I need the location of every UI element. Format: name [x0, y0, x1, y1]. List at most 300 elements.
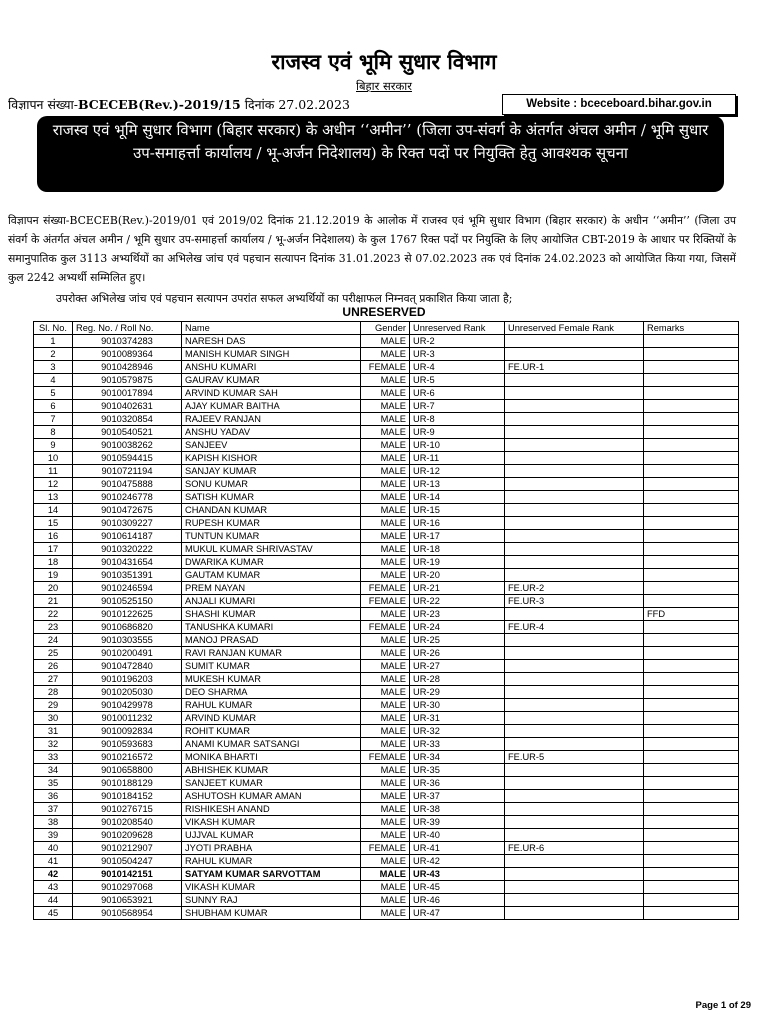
cell-name: VIKASH KUMAR: [182, 881, 361, 894]
cell-name: AJAY KUMAR BAITHA: [182, 400, 361, 413]
cell-gender: FEMALE: [361, 595, 410, 608]
cell-name: SHUBHAM KUMAR: [182, 907, 361, 920]
cell-remarks: [644, 374, 739, 387]
table-row: [34, 504, 739, 517]
cell-gender: MALE: [361, 803, 410, 816]
cell-ur-rank: UR-40: [410, 829, 505, 842]
table-row: [34, 751, 739, 764]
cell-ur-female-rank: [505, 738, 644, 751]
cell-name: MONIKA BHARTI: [182, 751, 361, 764]
cell-sl-no: 38: [34, 816, 73, 829]
cell-ur-rank: UR-27: [410, 660, 505, 673]
cell-ur-rank: UR-28: [410, 673, 505, 686]
cell-gender: MALE: [361, 387, 410, 400]
cell-ur-female-rank: [505, 829, 644, 842]
col-gender: Gender: [361, 322, 410, 335]
cell-sl-no: 9: [34, 439, 73, 452]
cell-sl-no: 23: [34, 621, 73, 634]
adv-number: BCECEB(Rev.)-2019/15: [77, 97, 241, 112]
cell-ur-rank: UR-33: [410, 738, 505, 751]
cell-ur-rank: UR-21: [410, 582, 505, 595]
col-reg-no: Reg. No. / Roll No.: [73, 322, 182, 335]
cell-ur-rank: UR-41: [410, 842, 505, 855]
cell-name: GAURAV KUMAR: [182, 374, 361, 387]
cell-ur-female-rank: [505, 517, 644, 530]
cell-name: SUNNY RAJ: [182, 894, 361, 907]
cell-reg-no: 9010402631: [73, 400, 182, 413]
cell-sl-no: 33: [34, 751, 73, 764]
cell-reg-no: 9010122625: [73, 608, 182, 621]
cell-remarks: [644, 335, 739, 348]
cell-ur-female-rank: [505, 426, 644, 439]
cell-sl-no: 4: [34, 374, 73, 387]
cell-name: RAJEEV RANJAN: [182, 413, 361, 426]
cell-gender: MALE: [361, 712, 410, 725]
cell-ur-rank: UR-22: [410, 595, 505, 608]
table-row: [34, 517, 739, 530]
table-row: [34, 348, 739, 361]
date-label: दिनांक: [244, 97, 275, 112]
cell-reg-no: 9010205030: [73, 686, 182, 699]
table-row: [34, 790, 739, 803]
table-row: [34, 712, 739, 725]
table-row: [34, 816, 739, 829]
cell-ur-rank: UR-37: [410, 790, 505, 803]
table-row: [34, 543, 739, 556]
cell-name: NARESH DAS: [182, 335, 361, 348]
cell-remarks: [644, 426, 739, 439]
cell-sl-no: 37: [34, 803, 73, 816]
cell-reg-no: 9010276715: [73, 803, 182, 816]
cell-remarks: [644, 348, 739, 361]
cell-gender: MALE: [361, 686, 410, 699]
cell-reg-no: 9010017894: [73, 387, 182, 400]
table-row: [34, 452, 739, 465]
cell-ur-female-rank: [505, 608, 644, 621]
cell-reg-no: 9010428946: [73, 361, 182, 374]
notice-paragraph-2: उपरोक्त अभिलेख जांच एवं पहचान सत्यापन उपरांत सफल अभ्यर्थियों का परीक्षाफल निम्नवत् प्रकाशित किया जाता है;: [56, 292, 513, 305]
cell-ur-rank: UR-20: [410, 569, 505, 582]
cell-ur-female-rank: [505, 803, 644, 816]
table-row: [34, 829, 739, 842]
cell-ur-rank: UR-30: [410, 699, 505, 712]
cell-gender: MALE: [361, 673, 410, 686]
table-body: [34, 335, 739, 920]
cell-sl-no: 7: [34, 413, 73, 426]
cell-remarks: [644, 712, 739, 725]
notice-paragraph: विज्ञापन संख्या-BCECEB(Rev.)-2019/01 एवं 2019/02 दिनांक 21.12.2019 के आलोक में राजस्व एवं भूमि सुधार विभाग (बिहार सरकार) के अधीन ‘‘अमीन’’ (जिला उप संवर्ग के अंतर्गत अंचल अमीन / भूमि सुधार उप-समाहर्त्ता कार्यालय / भू-अर्जन निदेशालय) के कुल 1767 रिक्त पदों पर नियुक्ति के लिए आयोजित CBT-2019 के आधार पर रिक्तियों के समानुपातिक कुल 3113 अभ्यर्थियों का अभिलेख जांच एवं पहचान सत्यापन दिनांक 31.01.2023 से 07.02.2023 तक एवं दिनांक 24.02.2023 को आयोजित किया गया, जिसमें कुल 2242 अभ्यर्थी सम्मिलित हुए।: [8, 214, 736, 284]
cell-name: SUMIT KUMAR: [182, 660, 361, 673]
cell-reg-no: 9010721194: [73, 465, 182, 478]
cell-reg-no: 9010525150: [73, 595, 182, 608]
cell-name: ARVIND KUMAR SAH: [182, 387, 361, 400]
cell-ur-rank: UR-17: [410, 530, 505, 543]
results-table: [33, 321, 739, 920]
cell-ur-female-rank: FE.UR-6: [505, 842, 644, 855]
cell-ur-rank: UR-13: [410, 478, 505, 491]
cell-sl-no: 34: [34, 764, 73, 777]
cell-gender: MALE: [361, 816, 410, 829]
cell-reg-no: 9010320854: [73, 413, 182, 426]
cell-remarks: [644, 478, 739, 491]
cell-sl-no: 18: [34, 556, 73, 569]
cell-name: GAUTAM KUMAR: [182, 569, 361, 582]
cell-gender: MALE: [361, 556, 410, 569]
cell-name: SANJAY KUMAR: [182, 465, 361, 478]
cell-sl-no: 1: [34, 335, 73, 348]
cell-remarks: [644, 504, 739, 517]
cell-sl-no: 30: [34, 712, 73, 725]
cell-ur-female-rank: [505, 387, 644, 400]
cell-ur-rank: UR-14: [410, 491, 505, 504]
cell-name: TANUSHKA KUMARI: [182, 621, 361, 634]
cell-sl-no: 44: [34, 894, 73, 907]
cell-ur-female-rank: [505, 400, 644, 413]
table-row: [34, 335, 739, 348]
cell-remarks: [644, 491, 739, 504]
table-row: [34, 673, 739, 686]
col-name: Name: [182, 322, 361, 335]
cell-remarks: [644, 686, 739, 699]
cell-name: RISHIKESH ANAND: [182, 803, 361, 816]
cell-ur-rank: UR-9: [410, 426, 505, 439]
cell-remarks: [644, 816, 739, 829]
table-row: [34, 530, 739, 543]
cell-name: RAHUL KUMAR: [182, 855, 361, 868]
cell-gender: MALE: [361, 439, 410, 452]
cell-remarks: [644, 647, 739, 660]
cell-name: SHASHI KUMAR: [182, 608, 361, 621]
cell-sl-no: 42: [34, 868, 73, 881]
cell-sl-no: 40: [34, 842, 73, 855]
cell-remarks: [644, 465, 739, 478]
cell-ur-rank: UR-45: [410, 881, 505, 894]
cell-name: ANSHU YADAV: [182, 426, 361, 439]
cell-remarks: [644, 556, 739, 569]
cell-reg-no: 9010504247: [73, 855, 182, 868]
cell-sl-no: 36: [34, 790, 73, 803]
cell-ur-female-rank: [505, 413, 644, 426]
page-number: Page 1 of 29: [695, 1000, 751, 1011]
cell-reg-no: 9010431654: [73, 556, 182, 569]
cell-reg-no: 9010568954: [73, 907, 182, 920]
cell-name: RAVI RANJAN KUMAR: [182, 647, 361, 660]
col-ur-rank: Unreserved Rank: [410, 322, 505, 335]
cell-remarks: [644, 634, 739, 647]
table-row: [34, 647, 739, 660]
cell-sl-no: 25: [34, 647, 73, 660]
cell-ur-female-rank: [505, 868, 644, 881]
table-row: [34, 569, 739, 582]
cell-reg-no: 9010686820: [73, 621, 182, 634]
cell-ur-rank: UR-36: [410, 777, 505, 790]
table-row: [34, 595, 739, 608]
cell-ur-rank: UR-43: [410, 868, 505, 881]
cell-reg-no: 9010309227: [73, 517, 182, 530]
cell-remarks: [644, 582, 739, 595]
cell-sl-no: 26: [34, 660, 73, 673]
cell-reg-no: 9010246778: [73, 491, 182, 504]
table-row: [34, 907, 739, 920]
table-row: [34, 881, 739, 894]
table-row: [34, 777, 739, 790]
table-row: [34, 686, 739, 699]
cell-gender: MALE: [361, 335, 410, 348]
cell-ur-female-rank: [505, 881, 644, 894]
cell-sl-no: 14: [34, 504, 73, 517]
cell-gender: MALE: [361, 374, 410, 387]
cell-remarks: [644, 387, 739, 400]
cell-gender: MALE: [361, 907, 410, 920]
cell-gender: MALE: [361, 478, 410, 491]
cell-ur-female-rank: [505, 478, 644, 491]
cell-gender: MALE: [361, 647, 410, 660]
cell-sl-no: 13: [34, 491, 73, 504]
cell-reg-no: 9010351391: [73, 569, 182, 582]
cell-sl-no: 11: [34, 465, 73, 478]
cell-name: SATYAM KUMAR SARVOTTAM: [182, 868, 361, 881]
cell-gender: MALE: [361, 608, 410, 621]
notice-banner: राजस्व एवं भूमि सुधार विभाग (बिहार सरकार) के अधीन ‘‘अमीन’’ (जिला उप-संवर्ग के अंतर्गत अंचल अमीन / भूमि सुधार उप-समाहर्त्ता कार्यालय / भू-अर्जन निदेशालय) के रिक्त पदों पर नियुक्ति हेतु आवश्यक सूचना: [37, 116, 724, 192]
cell-gender: MALE: [361, 348, 410, 361]
cell-name: MANOJ PRASAD: [182, 634, 361, 647]
cell-ur-rank: UR-47: [410, 907, 505, 920]
cell-ur-female-rank: FE.UR-5: [505, 751, 644, 764]
cell-gender: MALE: [361, 400, 410, 413]
cell-ur-female-rank: [505, 894, 644, 907]
cell-remarks: [644, 517, 739, 530]
cell-remarks: [644, 673, 739, 686]
table-row: [34, 660, 739, 673]
cell-remarks: [644, 868, 739, 881]
cell-sl-no: 43: [34, 881, 73, 894]
cell-name: CHANDAN KUMAR: [182, 504, 361, 517]
cell-sl-no: 41: [34, 855, 73, 868]
col-sl-no: Sl. No.: [34, 322, 73, 335]
cell-name: ANSHU KUMARI: [182, 361, 361, 374]
cell-remarks: [644, 413, 739, 426]
cell-reg-no: 9010472840: [73, 660, 182, 673]
cell-reg-no: 9010011232: [73, 712, 182, 725]
cell-reg-no: 9010209628: [73, 829, 182, 842]
cell-ur-female-rank: [505, 374, 644, 387]
cell-reg-no: 9010188129: [73, 777, 182, 790]
cell-ur-rank: UR-10: [410, 439, 505, 452]
cell-sl-no: 39: [34, 829, 73, 842]
cell-reg-no: 9010475888: [73, 478, 182, 491]
cell-ur-female-rank: [505, 348, 644, 361]
cell-ur-female-rank: [505, 673, 644, 686]
cell-ur-rank: UR-35: [410, 764, 505, 777]
cell-ur-rank: UR-11: [410, 452, 505, 465]
cell-gender: MALE: [361, 452, 410, 465]
cell-name: PREM NAYAN: [182, 582, 361, 595]
cell-gender: FEMALE: [361, 582, 410, 595]
cell-reg-no: 9010579875: [73, 374, 182, 387]
cell-ur-female-rank: [505, 686, 644, 699]
cell-ur-female-rank: [505, 452, 644, 465]
cell-gender: MALE: [361, 764, 410, 777]
cell-ur-rank: UR-38: [410, 803, 505, 816]
cell-name: RAHUL KUMAR: [182, 699, 361, 712]
cell-reg-no: 9010374283: [73, 335, 182, 348]
cell-remarks: [644, 621, 739, 634]
table-row: [34, 608, 739, 621]
cell-ur-rank: UR-29: [410, 686, 505, 699]
cell-ur-rank: UR-16: [410, 517, 505, 530]
table-row: [34, 387, 739, 400]
cell-sl-no: 10: [34, 452, 73, 465]
table-row: [34, 439, 739, 452]
cell-reg-no: 9010429978: [73, 699, 182, 712]
cell-remarks: [644, 803, 739, 816]
cell-ur-rank: UR-8: [410, 413, 505, 426]
cell-ur-rank: UR-26: [410, 647, 505, 660]
cell-gender: MALE: [361, 855, 410, 868]
cell-remarks: [644, 881, 739, 894]
cell-ur-female-rank: [505, 634, 644, 647]
cell-gender: MALE: [361, 517, 410, 530]
cell-gender: MALE: [361, 465, 410, 478]
cell-sl-no: 45: [34, 907, 73, 920]
table-row: [34, 374, 739, 387]
cell-ur-rank: UR-24: [410, 621, 505, 634]
cell-sl-no: 24: [34, 634, 73, 647]
cell-reg-no: 9010540521: [73, 426, 182, 439]
cell-remarks: [644, 894, 739, 907]
cell-reg-no: 9010472675: [73, 504, 182, 517]
cell-remarks: [644, 842, 739, 855]
cell-reg-no: 9010212907: [73, 842, 182, 855]
cell-reg-no: 9010196203: [73, 673, 182, 686]
page-subtitle: बिहार सरकार: [356, 79, 412, 93]
cell-ur-rank: UR-23: [410, 608, 505, 621]
cell-ur-female-rank: [505, 439, 644, 452]
cell-gender: MALE: [361, 491, 410, 504]
cell-name: ANJALI KUMARI: [182, 595, 361, 608]
cell-remarks: [644, 725, 739, 738]
cell-ur-female-rank: [505, 712, 644, 725]
cell-remarks: FFD: [644, 608, 739, 621]
cell-ur-rank: UR-5: [410, 374, 505, 387]
cell-remarks: [644, 569, 739, 582]
cell-name: ASHUTOSH KUMAR AMAN: [182, 790, 361, 803]
cell-sl-no: 20: [34, 582, 73, 595]
cell-ur-female-rank: [505, 907, 644, 920]
cell-remarks: [644, 439, 739, 452]
cell-reg-no: 9010089364: [73, 348, 182, 361]
cell-gender: MALE: [361, 829, 410, 842]
cell-ur-rank: UR-46: [410, 894, 505, 907]
cell-name: MUKESH KUMAR: [182, 673, 361, 686]
cell-gender: MALE: [361, 777, 410, 790]
cell-ur-female-rank: [505, 556, 644, 569]
cell-remarks: [644, 907, 739, 920]
cell-gender: MALE: [361, 868, 410, 881]
cell-ur-rank: UR-39: [410, 816, 505, 829]
cell-remarks: [644, 764, 739, 777]
cell-reg-no: 9010593683: [73, 738, 182, 751]
cell-sl-no: 5: [34, 387, 73, 400]
table-row: [34, 400, 739, 413]
cell-sl-no: 35: [34, 777, 73, 790]
cell-sl-no: 27: [34, 673, 73, 686]
cell-sl-no: 16: [34, 530, 73, 543]
cell-gender: MALE: [361, 881, 410, 894]
table-row: [34, 582, 739, 595]
cell-sl-no: 19: [34, 569, 73, 582]
cell-sl-no: 17: [34, 543, 73, 556]
cell-ur-female-rank: FE.UR-1: [505, 361, 644, 374]
cell-ur-female-rank: [505, 569, 644, 582]
table-row: [34, 868, 739, 881]
cell-remarks: [644, 829, 739, 842]
cell-name: DWARIKA KUMAR: [182, 556, 361, 569]
table-row: [34, 855, 739, 868]
cell-remarks: [644, 400, 739, 413]
cell-ur-female-rank: [505, 725, 644, 738]
cell-ur-female-rank: [505, 699, 644, 712]
cell-ur-rank: UR-4: [410, 361, 505, 374]
cell-sl-no: 22: [34, 608, 73, 621]
cell-reg-no: 9010303555: [73, 634, 182, 647]
col-remarks: Remarks: [644, 322, 739, 335]
table-row: [34, 894, 739, 907]
cell-sl-no: 15: [34, 517, 73, 530]
table-row: [34, 361, 739, 374]
cell-name: ANAMI KUMAR SATSANGI: [182, 738, 361, 751]
table-row: [34, 621, 739, 634]
cell-name: TUNTUN KUMAR: [182, 530, 361, 543]
cell-gender: MALE: [361, 413, 410, 426]
cell-ur-rank: UR-25: [410, 634, 505, 647]
cell-gender: MALE: [361, 504, 410, 517]
cell-name: JYOTI PRABHA: [182, 842, 361, 855]
cell-remarks: [644, 452, 739, 465]
cell-gender: MALE: [361, 543, 410, 556]
cell-gender: FEMALE: [361, 621, 410, 634]
cell-remarks: [644, 751, 739, 764]
cell-name: SANJEET KUMAR: [182, 777, 361, 790]
cell-sl-no: 29: [34, 699, 73, 712]
cell-sl-no: 31: [34, 725, 73, 738]
table-row: [34, 699, 739, 712]
cell-ur-rank: UR-3: [410, 348, 505, 361]
cell-name: MANISH KUMAR SINGH: [182, 348, 361, 361]
cell-name: MUKUL KUMAR SHRIVASTAV: [182, 543, 361, 556]
cell-reg-no: 9010216572: [73, 751, 182, 764]
cell-ur-female-rank: [505, 660, 644, 673]
cell-ur-rank: UR-42: [410, 855, 505, 868]
cell-ur-female-rank: FE.UR-2: [505, 582, 644, 595]
cell-ur-rank: UR-18: [410, 543, 505, 556]
cell-ur-female-rank: FE.UR-4: [505, 621, 644, 634]
cell-ur-rank: UR-32: [410, 725, 505, 738]
website-box: Website : bceceboard.bihar.gov.in: [502, 94, 736, 115]
cell-ur-female-rank: FE.UR-3: [505, 595, 644, 608]
cell-sl-no: 8: [34, 426, 73, 439]
cell-ur-rank: UR-34: [410, 751, 505, 764]
cell-name: VIKASH KUMAR: [182, 816, 361, 829]
cell-reg-no: 9010658800: [73, 764, 182, 777]
page-title: राजस्व एवं भूमि सुधार विभाग: [271, 49, 497, 74]
cell-ur-rank: UR-15: [410, 504, 505, 517]
cell-ur-female-rank: [505, 647, 644, 660]
col-ur-female-rank: Unreserved Female Rank: [505, 322, 644, 335]
cell-name: UJJVAL KUMAR: [182, 829, 361, 842]
cell-gender: FEMALE: [361, 842, 410, 855]
cell-name: RUPESH KUMAR: [182, 517, 361, 530]
